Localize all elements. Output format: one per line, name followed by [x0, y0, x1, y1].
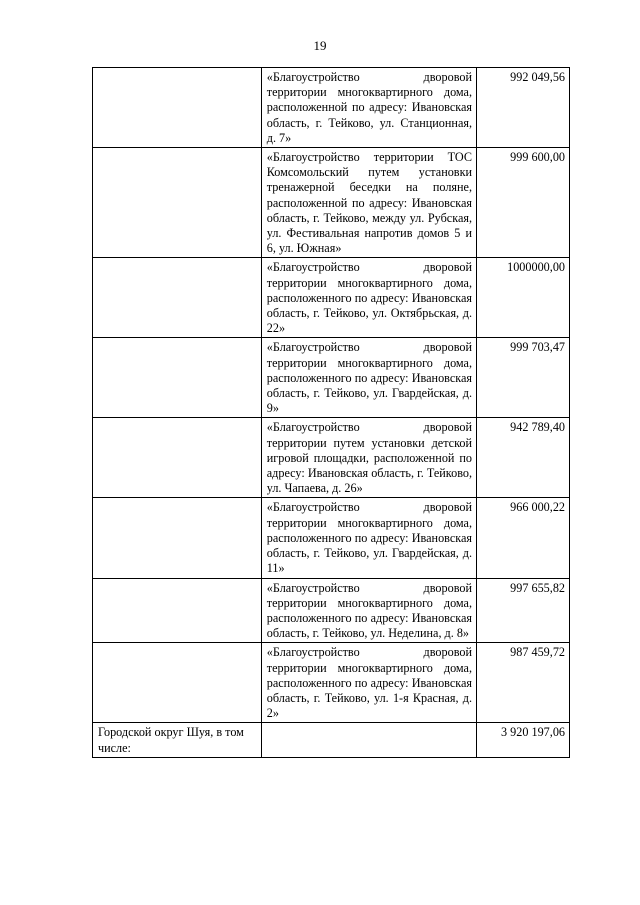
table-row	[93, 643, 570, 723]
projects-table	[92, 67, 570, 758]
amount-cell: 1000000,00	[477, 258, 570, 338]
description-cell: «Благоустройство дворовой территории путем установки детской игровой площадки, расположенной по адресу: Ивановская область, г. Тейково, ул. Чапаева, д. 26»	[261, 418, 476, 498]
table-row	[93, 258, 570, 338]
municipality-cell	[93, 578, 262, 643]
amount-cell: 966 000,22	[477, 498, 570, 578]
table-row	[93, 68, 570, 148]
description-cell: «Благоустройство дворовой территории многоквартирного дома, расположенного по адресу: Ивановская область, г. Тейково, ул. 1-я Красная, д. 2»	[261, 643, 476, 723]
description-cell: «Благоустройство дворовой территории многоквартирного дома, расположенного по адресу: Ивановская область, г. Тейково, ул. Гвардейская, д. 11»	[261, 498, 476, 578]
table-row	[93, 498, 570, 578]
municipality-cell	[93, 258, 262, 338]
description-cell	[261, 723, 476, 757]
municipality-cell	[93, 148, 262, 258]
municipality-cell	[93, 643, 262, 723]
municipality-cell	[93, 338, 262, 418]
amount-cell: 942 789,40	[477, 418, 570, 498]
description-cell: «Благоустройство территории ТОС Комсомольский путем установки тренажерной беседки на поляне, расположенной по адресу: Ивановская область, г. Тейково, между ул. Рубская, ул. Фестивальная напротив домов 5 и 6, ул. Южная»	[261, 148, 476, 258]
description-cell: «Благоустройство дворовой территории многоквартирного дома, расположенного по адресу: Ивановская область, г. Тейково, ул. Октябрьская, д. 22»	[261, 258, 476, 338]
municipality-cell	[93, 498, 262, 578]
table-row	[93, 418, 570, 498]
municipality-cell: Городской округ Шуя, в том числе:	[93, 723, 262, 757]
amount-cell: 987 459,72	[477, 643, 570, 723]
table-row	[93, 338, 570, 418]
amount-cell: 999 600,00	[477, 148, 570, 258]
amount-cell: 992 049,56	[477, 68, 570, 148]
amount-cell: 999 703,47	[477, 338, 570, 418]
page-number: 19	[313, 38, 327, 53]
table-row	[93, 723, 570, 757]
amount-cell: 997 655,82	[477, 578, 570, 643]
table-row	[93, 148, 570, 258]
amount-cell: 3 920 197,06	[477, 723, 570, 757]
municipality-cell	[93, 68, 262, 148]
description-cell: «Благоустройство дворовой территории многоквартирного дома, расположенного по адресу: Ивановская область, г. Тейково, ул. Неделина, д. 8»	[261, 578, 476, 643]
municipality-cell	[93, 418, 262, 498]
table-row	[93, 578, 570, 643]
description-cell: «Благоустройство дворовой территории многоквартирного дома, расположенного по адресу: Ивановская область, г. Тейково, ул. Гвардейская, д. 9»	[261, 338, 476, 418]
description-cell: «Благоустройство дворовой территории многоквартирного дома, расположенной по адресу: Ивановская область, г. Тейково, ул. Станционная, д. 7»	[261, 68, 476, 148]
